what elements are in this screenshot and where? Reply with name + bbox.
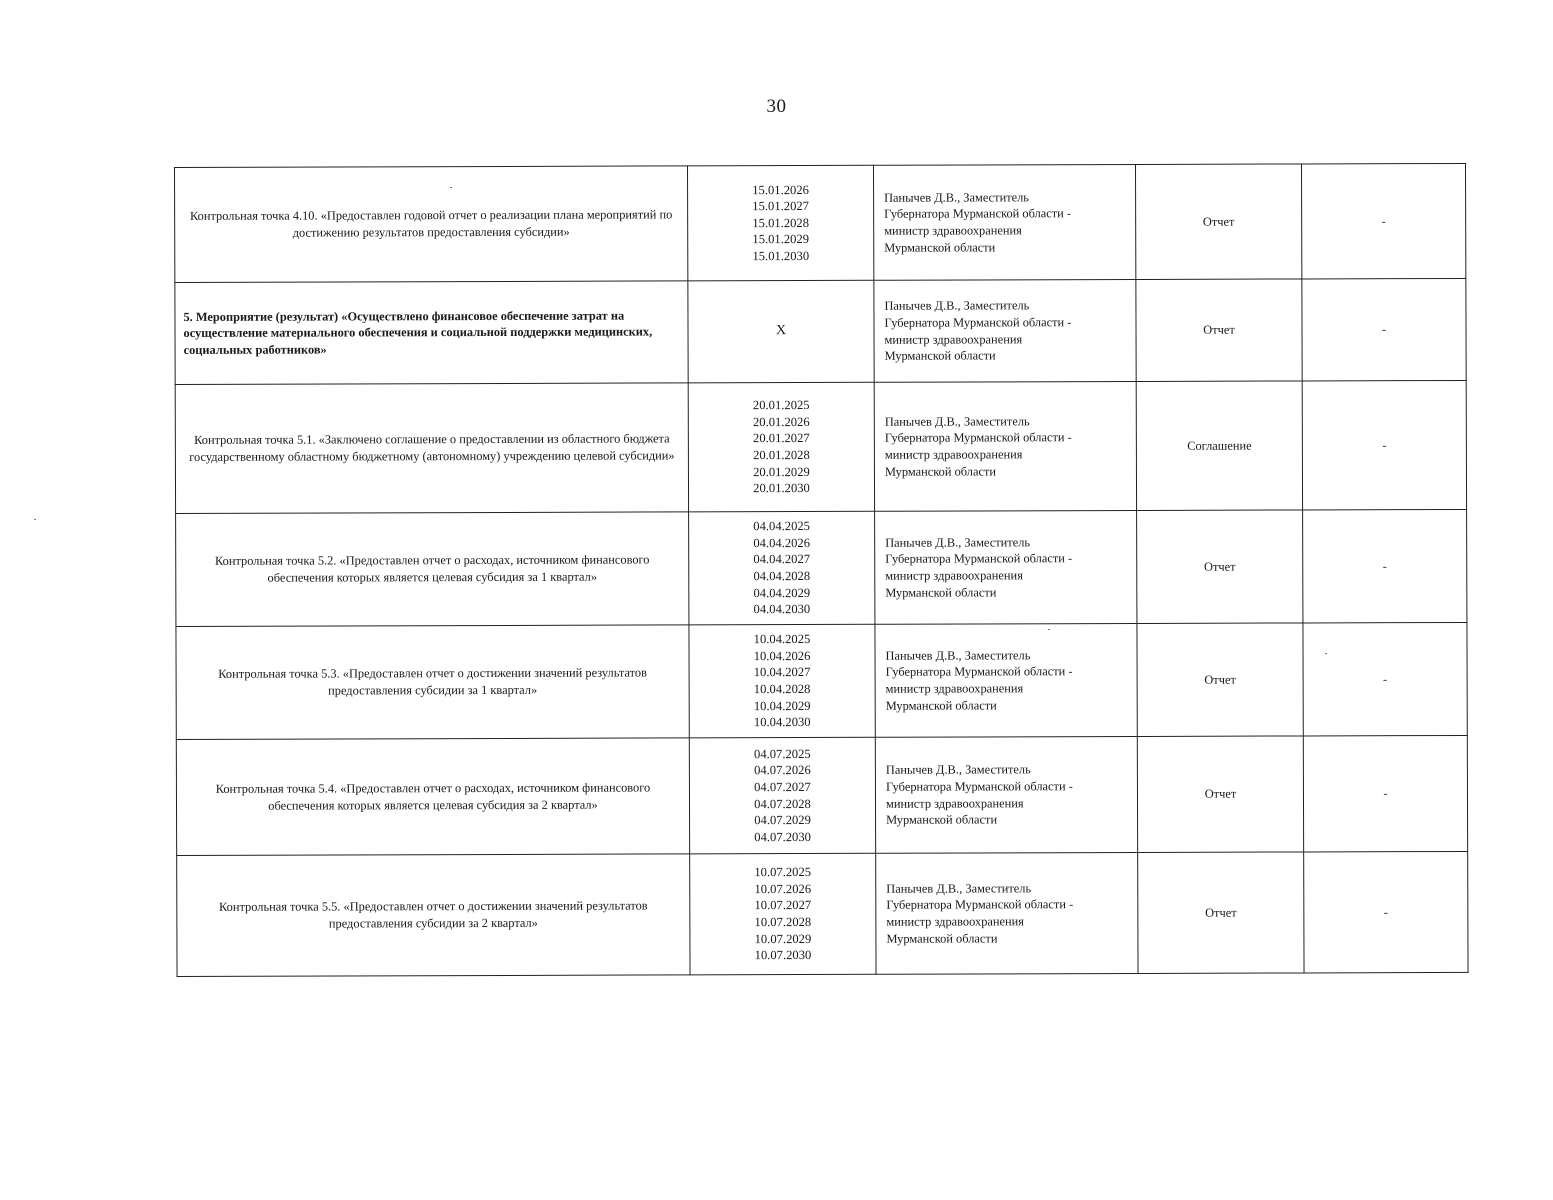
deadline-date: 04.07.2027: [754, 779, 811, 795]
responsible-line: Панычев Д.В., Заместитель: [884, 190, 1029, 205]
deadline-date: 15.01.2028: [752, 215, 810, 230]
responsible-line: Губернатора Мурманской области -: [884, 430, 1072, 446]
responsible-line: министр здравоохранения: [885, 795, 1024, 811]
control-points-table-container: [174, 163, 1468, 977]
deadline-date: 04.04.2030: [753, 602, 811, 617]
document-type-cell: Соглашение: [1136, 381, 1302, 511]
table-row: [176, 509, 1467, 626]
control-point-cell: Контрольная точка 5.3. «Предоставлен отчет о достижении значений результатов предоставления субсидии за 1 квартал»: [176, 625, 689, 740]
deadline-date: 20.01.2028: [753, 448, 810, 463]
control-points-table: [174, 163, 1469, 977]
deadline-date: 15.01.2030: [752, 248, 810, 264]
scan-speck: [1048, 629, 1050, 630]
responsible-line: Губернатора Мурманской области -: [884, 206, 1072, 222]
note-cell: -: [1303, 509, 1467, 623]
deadline-date: 04.04.2025: [753, 519, 810, 534]
deadline-date: 15.01.2029: [752, 232, 810, 247]
responsible-line: Губернатора Мурманской области -: [884, 315, 1072, 330]
deadline-date: 10.07.2025: [754, 865, 812, 880]
responsible-line: Панычев Д.В., Заместитель: [885, 648, 1031, 663]
responsible-line: Мурманской области: [885, 698, 997, 713]
responsible-person-cell: [875, 623, 1137, 737]
deadline-date: 20.01.2026: [752, 414, 810, 429]
table-row: [175, 380, 1466, 513]
document-type-cell: Отчет: [1135, 164, 1301, 280]
deadline-date: 04.07.2029: [754, 813, 811, 828]
control-point-cell: Контрольная точка 5.2. «Предоставлен отчет о расходах, источником финансового обеспечения которых является целевая субсидия за 1 квартал»: [176, 512, 689, 627]
responsible-line: Мурманской области: [884, 348, 996, 363]
deadline-date: X: [775, 323, 787, 339]
deadline-dates-cell: [688, 280, 874, 383]
deadline-date: 04.07.2026: [754, 763, 811, 778]
responsible-line: Мурманской области: [884, 240, 996, 255]
responsible-line: Панычев Д.В., Заместитель: [886, 881, 1032, 896]
responsible-line: Панычев Д.В., Заместитель: [884, 414, 1030, 429]
deadline-dates-cell: [689, 737, 875, 854]
control-point-cell: Контрольная точка 4.10. «Предоставлен годовой отчет о реализации плана мероприятий по достижению результатов предоставления субсидии»: [175, 166, 688, 283]
responsible-person-cell: [874, 279, 1136, 382]
control-point-cell: Контрольная точка 5.5. «Предоставлен отчет о достижении значений результатов предоставления субсидии за 2 квартал»: [177, 854, 690, 977]
responsible-line: Мурманской области: [886, 931, 998, 946]
responsible-line: министр здравоохранения: [885, 681, 1024, 696]
deadline-date: 10.07.2027: [754, 898, 812, 913]
responsible-person-cell: [876, 852, 1138, 974]
note-cell: -: [1302, 278, 1466, 381]
responsible-line: Панычев Д.В., Заместитель: [885, 762, 1031, 778]
responsible-line: Губернатора Мурманской области -: [885, 551, 1073, 567]
note-cell: -: [1304, 851, 1468, 973]
section-title-cell: 5. Мероприятие (результат) «Осуществлено финансовое обеспечение затрат на осуществление материального обеспечения и социальной поддержки медицинских, социальных работников»: [175, 281, 688, 385]
responsible-line: Губернатора Мурманской области -: [885, 779, 1073, 794]
responsible-line: Панычев Д.В., Заместитель: [884, 298, 1030, 314]
deadline-date: 10.07.2028: [754, 915, 812, 930]
responsible-line: министр здравоохранения: [884, 331, 1023, 347]
deadline-date: 10.04.2025: [753, 632, 811, 647]
scan-speck: [1325, 653, 1327, 654]
deadline-date: 10.04.2026: [753, 648, 811, 663]
deadline-date: 10.07.2030: [754, 948, 812, 963]
responsible-line: министр здравоохранения: [886, 914, 1024, 929]
deadline-date: 04.04.2026: [753, 535, 811, 550]
deadline-dates-cell: [690, 853, 876, 975]
deadline-date: 20.01.2027: [752, 431, 810, 446]
responsible-line: Мурманской области: [884, 464, 997, 479]
deadline-date: 10.07.2026: [754, 881, 812, 896]
deadline-date: 10.04.2029: [753, 698, 811, 713]
responsible-line: Губернатора Мурманской области -: [885, 664, 1073, 680]
document-type-cell: Отчет: [1136, 279, 1302, 382]
scan-speck: [34, 519, 36, 520]
page-number: 30: [766, 96, 787, 117]
document-type-cell: Отчет: [1137, 510, 1303, 624]
note-cell: -: [1303, 622, 1467, 736]
deadline-date: 20.01.2029: [753, 464, 810, 479]
deadline-date: 10.04.2030: [753, 715, 811, 730]
deadline-date: 04.07.2028: [754, 796, 811, 811]
deadline-date: 20.01.2025: [752, 398, 810, 413]
table-row: [177, 851, 1468, 976]
responsible-line: Мурманской области: [886, 812, 998, 827]
deadline-dates-cell: [689, 511, 875, 625]
control-point-cell: Контрольная точка 5.1. «Заключено соглашение о предоставлении из областного бюджета государственному областному бюджетному (автономному) учреждению целевой субсидии»: [175, 383, 688, 514]
table-row: [176, 735, 1467, 855]
section-row: [175, 278, 1466, 384]
deadline-date: 04.04.2028: [753, 569, 811, 584]
deadline-date: 04.04.2029: [753, 585, 811, 600]
deadline-dates-cell: [688, 382, 874, 512]
note-cell: -: [1303, 735, 1467, 852]
deadline-date: 10.04.2027: [753, 665, 811, 680]
deadline-date: 04.04.2027: [753, 552, 811, 567]
responsible-line: министр здравоохранения: [885, 568, 1023, 583]
document-type-cell: Отчет: [1137, 623, 1303, 737]
responsible-line: министр здравоохранения: [884, 223, 1022, 238]
deadline-dates-cell: [687, 165, 873, 281]
deadline-date: 15.01.2027: [752, 199, 809, 214]
responsible-line: Губернатора Мурманской области -: [886, 897, 1074, 913]
document-type-cell: Отчет: [1138, 852, 1304, 974]
responsible-person-cell: [875, 510, 1137, 624]
deadline-date: 10.04.2028: [753, 682, 811, 697]
deadline-date: 04.07.2025: [753, 746, 811, 761]
table-row: [176, 622, 1467, 739]
note-cell: -: [1301, 163, 1465, 279]
deadline-date: 04.07.2030: [754, 829, 811, 844]
responsible-line: министр здравоохранения: [884, 447, 1023, 462]
responsible-line: Мурманской области: [885, 585, 997, 600]
scan-speck: [450, 187, 452, 188]
document-type-cell: Отчет: [1137, 736, 1303, 853]
deadline-date: 20.01.2030: [753, 481, 810, 496]
control-point-cell: Контрольная точка 5.4. «Предоставлен отчет о расходах, источником финансового обеспечения которых является целевая субсидия за 2 квартал»: [176, 738, 689, 856]
responsible-line: Панычев Д.В., Заместитель: [885, 535, 1031, 550]
responsible-person-cell: [873, 164, 1135, 280]
responsible-person-cell: [874, 381, 1136, 511]
note-cell: -: [1302, 380, 1466, 510]
deadline-date: 10.07.2029: [754, 931, 812, 946]
table-row: [175, 163, 1466, 282]
deadline-dates-cell: [689, 624, 875, 738]
deadline-date: 15.01.2026: [752, 182, 809, 197]
responsible-person-cell: [875, 736, 1137, 853]
